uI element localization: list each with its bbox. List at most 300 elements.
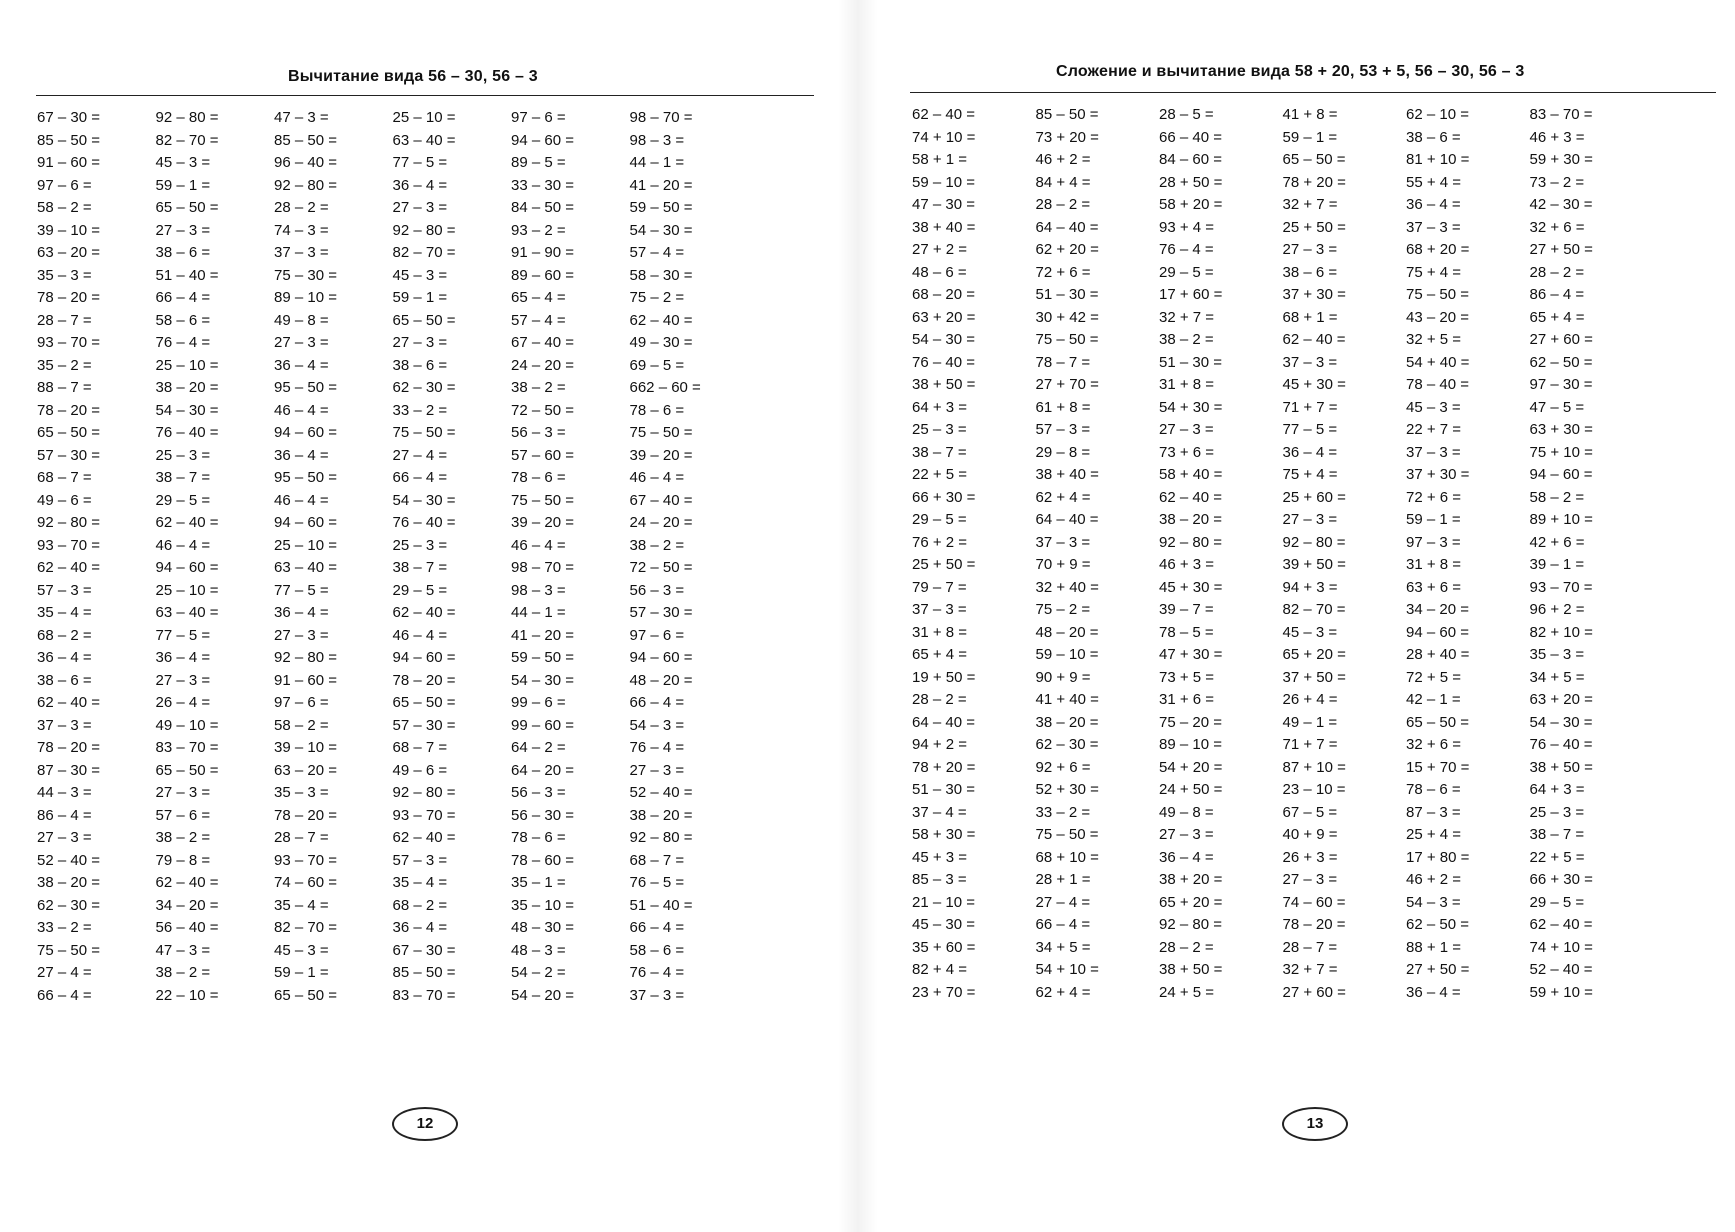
exercise: 74 + 10 =	[912, 128, 976, 146]
exercise: 25 + 50 =	[912, 556, 976, 573]
exercise: 23 + 70 =	[912, 983, 976, 1001]
exercise: 79 – 7 =	[912, 578, 967, 596]
exercise: 58 + 1 =	[912, 151, 968, 168]
exercise: 84 + 4 =	[1035, 173, 1091, 191]
exercise: 94 – 60 =	[155, 559, 219, 576]
exercise: 47 – 3 =	[155, 941, 211, 959]
exercise: 89 – 10 =	[1159, 736, 1222, 753]
exercise: 81 + 10 =	[1406, 151, 1470, 168]
exercise: 46 – 4 =	[274, 401, 329, 419]
exercise: 37 – 3 =	[629, 986, 685, 1004]
exercise: 25 – 10 =	[392, 109, 456, 126]
exercise: 63 – 20 =	[37, 244, 100, 261]
exercise: 65 – 50 =	[392, 694, 456, 711]
exercise: 39 – 10 =	[37, 221, 100, 239]
exercise: 28 – 2 =	[274, 199, 329, 216]
exercise: 32 + 7 =	[1282, 961, 1338, 978]
exercise: 78 + 20 =	[1282, 173, 1346, 191]
exercise: 54 – 30 =	[912, 331, 975, 348]
exercise: 78 + 20 =	[912, 758, 976, 776]
exercise: 58 + 20 =	[1159, 196, 1223, 213]
exercise: 78 – 7 =	[1035, 353, 1091, 371]
exercise: 64 – 40 =	[1035, 511, 1099, 528]
exercise: 46 – 4 =	[629, 469, 685, 486]
exercise: 99 – 60 =	[511, 716, 574, 734]
exercise: 94 – 60 =	[274, 514, 337, 531]
exercise: 92 + 6 =	[1035, 758, 1091, 776]
exercise: 75 – 50 =	[629, 424, 693, 441]
exercise: 59 – 1 =	[392, 289, 448, 306]
exercise: 54 – 3 =	[1406, 893, 1461, 911]
exercise: 62 – 40 =	[155, 514, 219, 531]
exercise: 29 – 5 =	[392, 581, 448, 599]
exercise: 52 – 40 =	[37, 851, 100, 869]
exercise: 28 + 1 =	[1035, 871, 1091, 888]
exercise: 92 – 80 =	[37, 514, 100, 531]
exercise: 62 – 40 =	[392, 604, 456, 621]
exercise: 93 – 70 =	[274, 851, 337, 869]
exercise: 51 – 30 =	[912, 781, 975, 798]
exercise: 27 – 3 =	[629, 761, 685, 779]
title-divider	[910, 92, 1716, 93]
exercise: 62 – 10 =	[1406, 106, 1469, 123]
exercise: 71 + 7 =	[1282, 736, 1338, 753]
exercise: 19 + 50 =	[912, 668, 976, 686]
exercise: 33 – 30 =	[511, 176, 574, 194]
exercise: 41 + 8 =	[1282, 106, 1338, 123]
exercise: 38 – 2 =	[511, 379, 566, 396]
exercise: 66 – 4 =	[1035, 916, 1091, 933]
exercise: 90 + 9 =	[1035, 668, 1091, 686]
exercise: 34 + 5 =	[1035, 938, 1091, 956]
exercise: 65 + 4 =	[1529, 308, 1585, 326]
exercise: 17 + 80 =	[1406, 848, 1470, 866]
exercise: 68 – 20 =	[912, 286, 975, 303]
exercise: 54 + 10 =	[1035, 961, 1099, 978]
exercise: 24 – 20 =	[511, 356, 574, 374]
exercise: 38 – 6 =	[392, 356, 448, 374]
exercise: 39 – 10 =	[274, 739, 337, 756]
exercise: 79 – 8 =	[155, 851, 211, 869]
exercise: 35 – 4 =	[392, 874, 448, 891]
exercise: 28 – 2 =	[1159, 938, 1214, 956]
exercise: 68 – 7 =	[629, 851, 685, 869]
exercise: 17 + 60 =	[1159, 286, 1223, 303]
exercise: 24 + 50 =	[1159, 781, 1223, 798]
exercise: 38 – 2 =	[155, 829, 211, 846]
exercise: 76 – 4 =	[155, 334, 211, 351]
exercise: 46 + 3 =	[1529, 128, 1585, 146]
exercise: 59 – 10 =	[912, 173, 975, 191]
exercise: 33 – 2 =	[392, 401, 448, 419]
exercise: 36 – 4 =	[1406, 196, 1461, 213]
exercise: 64 – 2 =	[511, 739, 566, 756]
exercise: 27 – 3 =	[392, 199, 448, 216]
exercise: 62 – 40 =	[155, 874, 219, 891]
exercise: 37 – 3 =	[37, 716, 92, 734]
exercise: 91 – 60 =	[274, 671, 337, 689]
exercise: 62 + 4 =	[1035, 983, 1091, 1001]
exercise: 28 – 7 =	[1282, 938, 1338, 956]
exercise: 35 – 3 =	[37, 266, 92, 284]
exercise: 37 – 4 =	[912, 803, 967, 821]
exercise: 38 + 20 =	[1159, 871, 1223, 888]
exercise: 92 – 80 =	[1159, 916, 1222, 933]
exercise: 62 – 50 =	[1529, 353, 1593, 371]
exercise: 33 – 2 =	[37, 919, 92, 936]
exercise: 89 – 10 =	[274, 289, 337, 306]
exercise: 57 – 60 =	[511, 446, 574, 464]
exercise: 28 – 2 =	[912, 691, 967, 708]
exercise: 62 – 40 =	[1529, 916, 1593, 933]
exercise: 45 + 3 =	[912, 848, 968, 866]
exercise: 39 – 20 =	[629, 446, 693, 464]
exercise: 27 – 3 =	[155, 671, 211, 689]
exercise: 44 – 1 =	[511, 604, 566, 621]
exercise: 62 – 50 =	[1406, 916, 1469, 933]
exercise: 49 – 6 =	[392, 761, 448, 779]
exercise: 72 + 6 =	[1035, 263, 1091, 281]
exercise: 78 – 20 =	[274, 806, 337, 824]
exercise: 29 – 5 =	[155, 491, 211, 509]
exercise: 49 – 8 =	[274, 311, 329, 329]
exercise: 27 – 3 =	[1282, 241, 1338, 258]
exercise: 63 + 30 =	[1529, 421, 1593, 438]
exercise: 94 – 60 =	[511, 131, 574, 149]
exercise: 73 + 5 =	[1159, 668, 1215, 686]
exercise: 57 – 6 =	[155, 806, 211, 824]
exercise: 36 – 4 =	[1159, 848, 1214, 866]
exercise: 97 – 3 =	[1406, 533, 1461, 551]
exercise: 37 – 3 =	[1406, 443, 1461, 461]
exercise: 59 – 1 =	[1406, 511, 1461, 528]
exercise: 59 – 1 =	[1282, 128, 1338, 146]
exercise: 78 – 20 =	[1282, 916, 1346, 933]
exercise: 46 – 4 =	[511, 536, 566, 554]
exercise: 65 – 50 =	[37, 424, 100, 441]
exercise: 27 + 50 =	[1406, 961, 1470, 978]
exercise: 48 – 20 =	[629, 671, 693, 689]
exercise: 65 – 50 =	[155, 761, 219, 779]
exercise: 28 – 7 =	[37, 311, 92, 329]
exercise: 88 – 7 =	[37, 379, 92, 396]
exercise: 76 – 40 =	[392, 514, 456, 531]
exercise: 45 – 3 =	[155, 154, 211, 171]
exercise: 84 – 60 =	[1159, 151, 1222, 168]
exercise: 37 + 30 =	[1406, 466, 1470, 483]
exercise: 95 – 50 =	[274, 469, 337, 486]
exercise: 59 + 30 =	[1529, 151, 1593, 168]
exercise: 54 + 30 =	[1159, 398, 1223, 416]
exercise: 62 – 40 =	[629, 311, 693, 329]
exercise: 93 – 70 =	[392, 806, 456, 824]
exercise: 38 – 6 =	[37, 671, 92, 689]
exercise: 31 + 8 =	[1159, 376, 1215, 393]
exercise: 42 – 1 =	[1406, 691, 1461, 708]
exercise: 66 + 30 =	[912, 488, 976, 506]
exercise: 58 – 6 =	[155, 311, 211, 329]
exercise: 82 + 4 =	[912, 961, 968, 978]
exercise: 54 + 20 =	[1159, 758, 1223, 776]
exercise: 75 – 2 =	[629, 289, 685, 306]
exercise: 86 – 4 =	[1529, 286, 1585, 303]
exercise: 59 – 50 =	[629, 199, 693, 216]
exercise: 92 – 80 =	[1159, 533, 1222, 551]
exercise: 67 – 40 =	[511, 334, 574, 351]
exercise: 87 – 3 =	[1406, 803, 1461, 821]
exercise: 64 – 20 =	[511, 761, 574, 779]
exercise: 59 – 1 =	[274, 964, 329, 981]
exercise: 29 – 5 =	[1159, 263, 1214, 281]
exercise: 38 – 7 =	[912, 443, 967, 461]
exercise: 89 – 5 =	[511, 154, 566, 171]
exercise: 57 – 3 =	[392, 851, 448, 869]
exercise: 37 – 3 =	[1282, 353, 1338, 371]
exercise: 46 + 2 =	[1035, 151, 1091, 168]
exercise: 52 – 40 =	[629, 784, 693, 801]
exercise: 41 + 40 =	[1035, 691, 1099, 708]
exercise: 39 – 1 =	[1529, 556, 1585, 573]
exercise: 75 – 50 =	[1406, 286, 1469, 303]
exercise: 59 – 10 =	[1035, 646, 1099, 663]
exercise: 75 + 10 =	[1529, 443, 1593, 461]
exercise: 98 – 70 =	[511, 559, 574, 576]
exercise: 74 – 60 =	[1282, 893, 1346, 911]
exercise: 75 – 30 =	[274, 266, 337, 284]
exercise: 36 – 4 =	[274, 604, 329, 621]
exercise: 37 – 3 =	[1406, 218, 1461, 236]
exercise: 88 + 1 =	[1406, 938, 1462, 956]
exercise: 62 – 40 =	[912, 106, 975, 123]
exercise: 65 – 50 =	[155, 199, 219, 216]
exercise: 78 – 20 =	[37, 401, 100, 419]
exercise: 75 – 50 =	[511, 491, 574, 509]
exercise: 67 – 30 =	[392, 941, 456, 959]
exercise: 62 – 40 =	[37, 694, 100, 711]
exercise: 96 + 2 =	[1529, 601, 1585, 618]
exercise: 39 – 7 =	[1159, 601, 1214, 618]
exercise: 76 – 4 =	[629, 739, 685, 756]
exercise: 74 – 3 =	[274, 221, 329, 239]
exercise: 58 – 2 =	[37, 199, 92, 216]
exercise: 95 – 50 =	[274, 379, 337, 396]
exercise: 51 – 40 =	[155, 266, 219, 284]
exercise: 57 – 30 =	[37, 446, 100, 464]
exercise: 66 + 30 =	[1529, 871, 1593, 888]
exercise: 76 – 4 =	[629, 964, 685, 981]
exercise: 56 – 3 =	[511, 784, 566, 801]
exercise: 36 – 4 =	[274, 356, 329, 374]
exercise: 38 + 50 =	[912, 376, 976, 393]
exercise: 78 – 20 =	[392, 671, 456, 689]
exercise: 67 – 30 =	[37, 109, 100, 126]
exercise: 27 – 3 =	[1282, 871, 1338, 888]
exercise: 27 – 3 =	[392, 334, 448, 351]
exercise: 27 – 4 =	[392, 446, 448, 464]
exercise: 65 + 4 =	[912, 646, 968, 663]
exercise: 45 + 30 =	[1282, 376, 1346, 393]
exercise: 68 – 2 =	[37, 626, 92, 644]
exercise: 76 + 2 =	[912, 533, 968, 551]
exercise: 38 – 2 =	[155, 964, 211, 981]
exercise: 76 – 5 =	[629, 874, 685, 891]
exercise: 76 – 40 =	[155, 424, 219, 441]
exercise: 38 – 20 =	[155, 379, 219, 396]
exercise: 54 – 30 =	[392, 491, 456, 509]
exercise: 96 – 40 =	[274, 154, 337, 171]
exercise: 38 – 7 =	[392, 559, 448, 576]
exercise: 85 – 3 =	[912, 871, 967, 888]
exercise: 54 – 3 =	[629, 716, 685, 734]
exercise: 87 – 30 =	[37, 761, 100, 779]
exercise: 58 + 30 =	[912, 826, 976, 843]
exercise: 86 – 4 =	[37, 806, 92, 824]
exercise: 62 – 40 =	[1159, 488, 1222, 506]
exercise: 26 + 4 =	[1282, 691, 1338, 708]
exercise: 70 + 9 =	[1035, 556, 1091, 573]
exercise: 38 + 50 =	[1159, 961, 1223, 978]
exercise: 27 + 50 =	[1529, 241, 1593, 258]
exercise: 44 – 1 =	[629, 154, 685, 171]
exercise: 32 + 7 =	[1282, 196, 1338, 213]
exercise: 75 + 4 =	[1406, 263, 1462, 281]
exercise: 82 – 70 =	[392, 244, 456, 261]
exercise: 38 + 50 =	[1529, 758, 1593, 776]
exercise: 37 – 3 =	[274, 244, 329, 261]
exercise: 34 – 20 =	[1406, 601, 1469, 618]
exercise: 65 + 20 =	[1282, 646, 1346, 663]
exercise: 27 + 70 =	[1035, 376, 1099, 393]
exercise: 94 – 60 =	[392, 649, 456, 666]
exercise: 89 – 60 =	[511, 266, 574, 284]
exercise: 77 – 5 =	[1282, 421, 1338, 438]
exercise: 56 – 3 =	[511, 424, 566, 441]
exercise: 42 + 6 =	[1529, 533, 1585, 551]
exercise: 37 + 30 =	[1282, 286, 1346, 303]
exercise: 77 – 5 =	[392, 154, 448, 171]
exercise: 36 – 4 =	[274, 446, 329, 464]
exercise: 57 – 30 =	[392, 716, 456, 734]
exercise: 28 – 5 =	[1159, 106, 1214, 123]
exercise: 22 + 5 =	[1529, 848, 1585, 866]
exercise: 64 – 40 =	[1035, 218, 1099, 236]
exercise: 45 + 30 =	[1159, 578, 1223, 596]
exercise: 78 – 20 =	[37, 289, 100, 306]
page-title: Вычитание вида 56 – 30, 56 – 3	[288, 68, 538, 85]
right-page	[868, 0, 1735, 1232]
exercise: 66 – 40 =	[1159, 128, 1222, 146]
exercise: 58 – 2 =	[1529, 488, 1585, 506]
exercise: 78 – 40 =	[1406, 376, 1469, 393]
exercise: 64 + 3 =	[1529, 781, 1585, 798]
exercise: 35 + 60 =	[912, 938, 976, 956]
exercise: 78 – 60 =	[511, 851, 574, 869]
exercise: 32 + 6 =	[1529, 218, 1585, 236]
exercise: 76 – 40 =	[912, 353, 975, 371]
exercise: 55 + 4 =	[1406, 173, 1462, 191]
exercise: 35 – 2 =	[37, 356, 92, 374]
exercise: 46 + 3 =	[1159, 556, 1215, 573]
exercise: 76 – 40 =	[1529, 736, 1593, 753]
exercise: 93 – 70 =	[37, 334, 100, 351]
exercise: 93 – 70 =	[37, 536, 100, 554]
exercise: 62 – 30 =	[37, 896, 100, 914]
exercise: 37 + 50 =	[1282, 668, 1346, 686]
exercise: 78 – 6 =	[629, 401, 685, 419]
exercise: 54 – 30 =	[511, 671, 574, 689]
exercise: 59 + 10 =	[1529, 983, 1593, 1001]
exercise: 75 – 20 =	[1159, 713, 1222, 731]
exercise: 89 + 10 =	[1529, 511, 1593, 528]
exercise: 92 – 80 =	[392, 221, 456, 239]
exercise: 45 – 3 =	[392, 266, 448, 284]
exercise: 31 + 8 =	[912, 623, 968, 641]
exercise: 38 – 2 =	[1159, 331, 1214, 348]
exercise: 39 – 20 =	[511, 514, 574, 531]
exercise: 63 + 6 =	[1406, 578, 1462, 596]
exercise: 36 – 4 =	[37, 649, 92, 666]
exercise: 63 – 40 =	[155, 604, 219, 621]
exercise: 662 – 60 =	[629, 379, 701, 396]
exercise: 36 – 4 =	[1282, 443, 1338, 461]
exercise: 74 – 60 =	[274, 874, 337, 891]
exercise: 39 + 50 =	[1282, 556, 1346, 573]
exercise: 27 – 3 =	[274, 334, 329, 351]
exercise: 71 + 7 =	[1282, 398, 1338, 416]
exercise: 49 – 10 =	[155, 716, 219, 734]
exercise: 75 – 2 =	[1035, 601, 1091, 618]
exercise: 27 – 3 =	[1159, 826, 1214, 843]
exercise: 94 – 60 =	[629, 649, 693, 666]
exercise: 93 – 2 =	[511, 221, 566, 239]
exercise: 62 – 40 =	[1282, 331, 1346, 348]
exercise: 52 – 40 =	[1529, 961, 1593, 978]
exercise: 62 – 30 =	[1035, 736, 1099, 753]
exercise: 66 – 4 =	[629, 694, 685, 711]
exercise: 38 – 20 =	[629, 806, 693, 824]
exercise: 34 + 5 =	[1529, 668, 1585, 686]
exercise: 97 – 30 =	[1529, 376, 1593, 393]
exercise: 49 – 1 =	[1282, 713, 1338, 731]
exercise: 93 – 70 =	[1529, 578, 1593, 596]
exercise: 54 – 2 =	[511, 964, 566, 981]
exercise: 65 – 50 =	[392, 311, 456, 329]
exercise: 64 + 3 =	[912, 398, 968, 416]
exercise: 36 – 4 =	[155, 649, 211, 666]
exercise: 22 + 5 =	[912, 466, 968, 483]
exercise: 93 + 4 =	[1159, 218, 1215, 236]
exercise: 56 – 40 =	[155, 919, 219, 936]
exercise: 22 – 10 =	[155, 986, 219, 1004]
exercise: 32 + 5 =	[1406, 331, 1462, 348]
exercise: 87 + 10 =	[1282, 758, 1346, 776]
exercise: 38 – 2 =	[629, 536, 685, 554]
exercise: 28 – 2 =	[1529, 263, 1585, 281]
exercise: 57 – 4 =	[511, 311, 566, 329]
exercise: 99 – 6 =	[511, 694, 566, 711]
exercise: 38 – 20 =	[1035, 713, 1099, 731]
exercise: 54 – 30 =	[629, 221, 693, 239]
exercise: 49 – 8 =	[1159, 803, 1214, 821]
exercise: 27 – 4 =	[37, 964, 92, 981]
exercise: 68 – 2 =	[392, 896, 448, 914]
exercise: 85 – 50 =	[1035, 106, 1099, 123]
exercise: 46 – 4 =	[155, 536, 211, 554]
exercise: 38 + 40 =	[912, 218, 976, 236]
exercise: 65 + 20 =	[1159, 893, 1223, 911]
exercise: 97 – 6 =	[37, 176, 92, 194]
exercise: 27 – 3 =	[155, 221, 211, 239]
